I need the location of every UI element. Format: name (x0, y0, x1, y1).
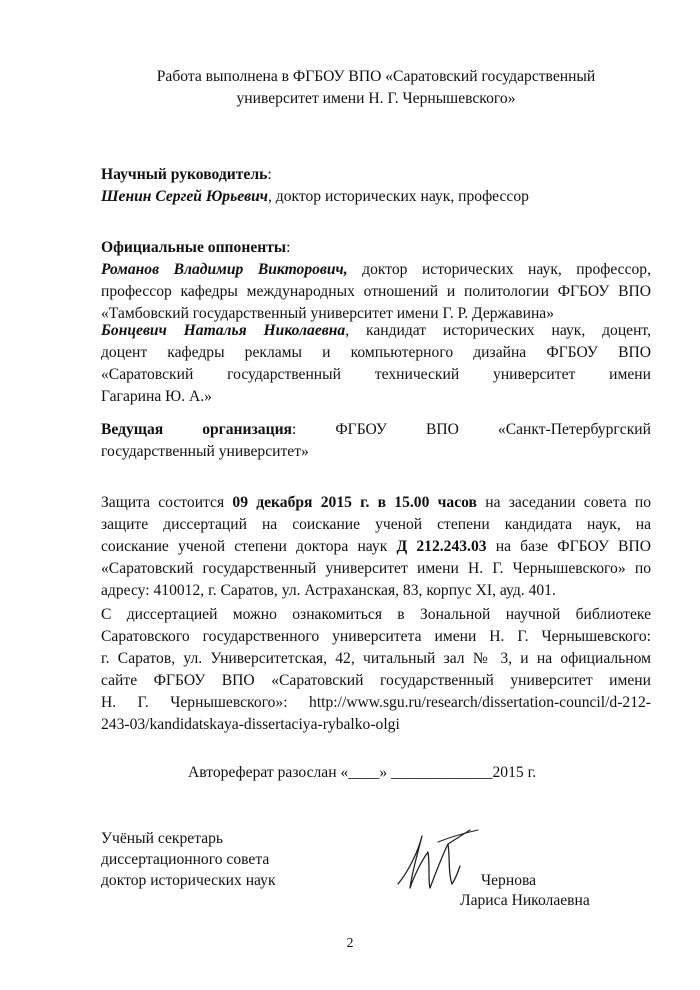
supervisor-section (101, 164, 651, 208)
library-line-5: Н. Г. Чернышевского»: http://www.sgu.ru/research/dissertation-council/d-212- (101, 694, 651, 711)
defense-line-4: «Саратовский государственный университет имени Н. Г. Чернышевского» по (101, 560, 651, 577)
defense-line-3-pre: соискание ученой степени доктора наук (101, 538, 397, 555)
opponents-section (101, 237, 651, 325)
opponent-1-line-1 (101, 259, 651, 281)
lead-org-line-1 (101, 419, 651, 441)
opponent-2-name: Бонцевич Наталья Николаевна (101, 322, 346, 339)
opponent-2-line-1-rest: , кандидат исторических наук, доцент, (345, 322, 651, 339)
council-code: Д 212.243.03 (396, 538, 487, 555)
secretary-line-1: Учёный секретарь (101, 830, 224, 847)
opponent-2-line-2: доцент кафедры рекламы и компьютерного дизайна ФГБОУ ВПО (101, 344, 651, 361)
defense-line-1 (101, 492, 651, 514)
secretary-block (101, 828, 401, 891)
supervisor-label-colon: : (267, 166, 272, 183)
defense-line-1-post: на заседании совета по (476, 494, 652, 511)
opponent-2-line-3: «Саратовский государственный технический университет имени (101, 366, 651, 383)
header-line-2: университет имени Н. Г. Чернышевского» (236, 90, 516, 107)
secretary-surname: Чернова (481, 872, 537, 889)
opponent-1-line-1-rest: доктор исторических наук, профессор, (362, 261, 651, 278)
opponent-2-section (101, 320, 651, 408)
secretary-line-2: диссертационного совета (101, 851, 270, 868)
supervisor-desc: , доктор исторических наук, профессор (267, 188, 529, 205)
defense-line-3 (101, 536, 651, 558)
opponent-1-line-2: профессор кафедры международных отношений и политологии ФГБОУ ВПО (101, 283, 651, 300)
library-line-1: С диссертацией можно ознакомиться в Зональной научной библиотеке (101, 606, 651, 623)
opponent-1-line-3: «Тамбовский государственный университет имени Г. Р. Державина» (101, 305, 555, 322)
secretary-given-names: Лариса Николаевна (460, 892, 590, 909)
library-line-4: сайте ФГБОУ ВПО «Саратовский государственный университет имени (101, 672, 651, 689)
opponent-2-line-1 (101, 320, 651, 342)
page-number: 2 (346, 936, 354, 951)
opponents-label: Официальные оппоненты (101, 239, 287, 256)
lead-org-label: Ведущая организация (101, 421, 292, 438)
library-section (101, 604, 651, 736)
mailing-date: Автореферат разослан «____» _____________2015 г. (188, 764, 537, 781)
library-line-3: г. Саратов, ул. Университетская, 42, читальный зал № 3, и на официальном (101, 650, 651, 667)
header-line-1: Работа выполнена в ФГБОУ ВПО «Саратовский государственный (156, 68, 596, 85)
defense-section (101, 492, 651, 602)
supervisor-name: Шенин Сергей Юрьевич (101, 188, 268, 205)
header (101, 66, 651, 110)
opponent-2-line-4: Гагарина Ю. А.» (101, 388, 212, 405)
defense-line-2: защите диссертаций на соискание ученой степени кандидата наук, на (101, 516, 651, 533)
defense-line-3-post: на базе ФГБОУ ВПО (486, 538, 651, 555)
defense-date: 09 декабря 2015 г. в 15.00 часов (232, 494, 477, 511)
library-line-2: Саратовского государственного университета имени Н. Г. Чернышевского: (101, 628, 651, 645)
opponent-1-name: Романов Владимир Викторович, (101, 261, 348, 278)
defense-line-1-pre: Защита состоится (101, 494, 233, 511)
library-line-6: 243-03/kandidatskaya-dissertaciya-rybalko-olgi (101, 716, 400, 733)
supervisor-label: Научный руководитель (101, 166, 268, 183)
lead-org-line-1-rest: ФГБОУ ВПО «Санкт-Петербургский (335, 421, 651, 438)
lead-org-line-2: государственный университет» (101, 443, 309, 460)
secretary-line-3: доктор исторических наук (101, 872, 276, 889)
lead-org-label-colon: : (292, 421, 297, 438)
defense-line-5: адресу: 410012, г. Саратов, ул. Астраханская, 83, корпус XI, ауд. 401. (101, 582, 556, 599)
lead-org-section (101, 419, 651, 463)
opponents-label-colon: : (286, 239, 291, 256)
